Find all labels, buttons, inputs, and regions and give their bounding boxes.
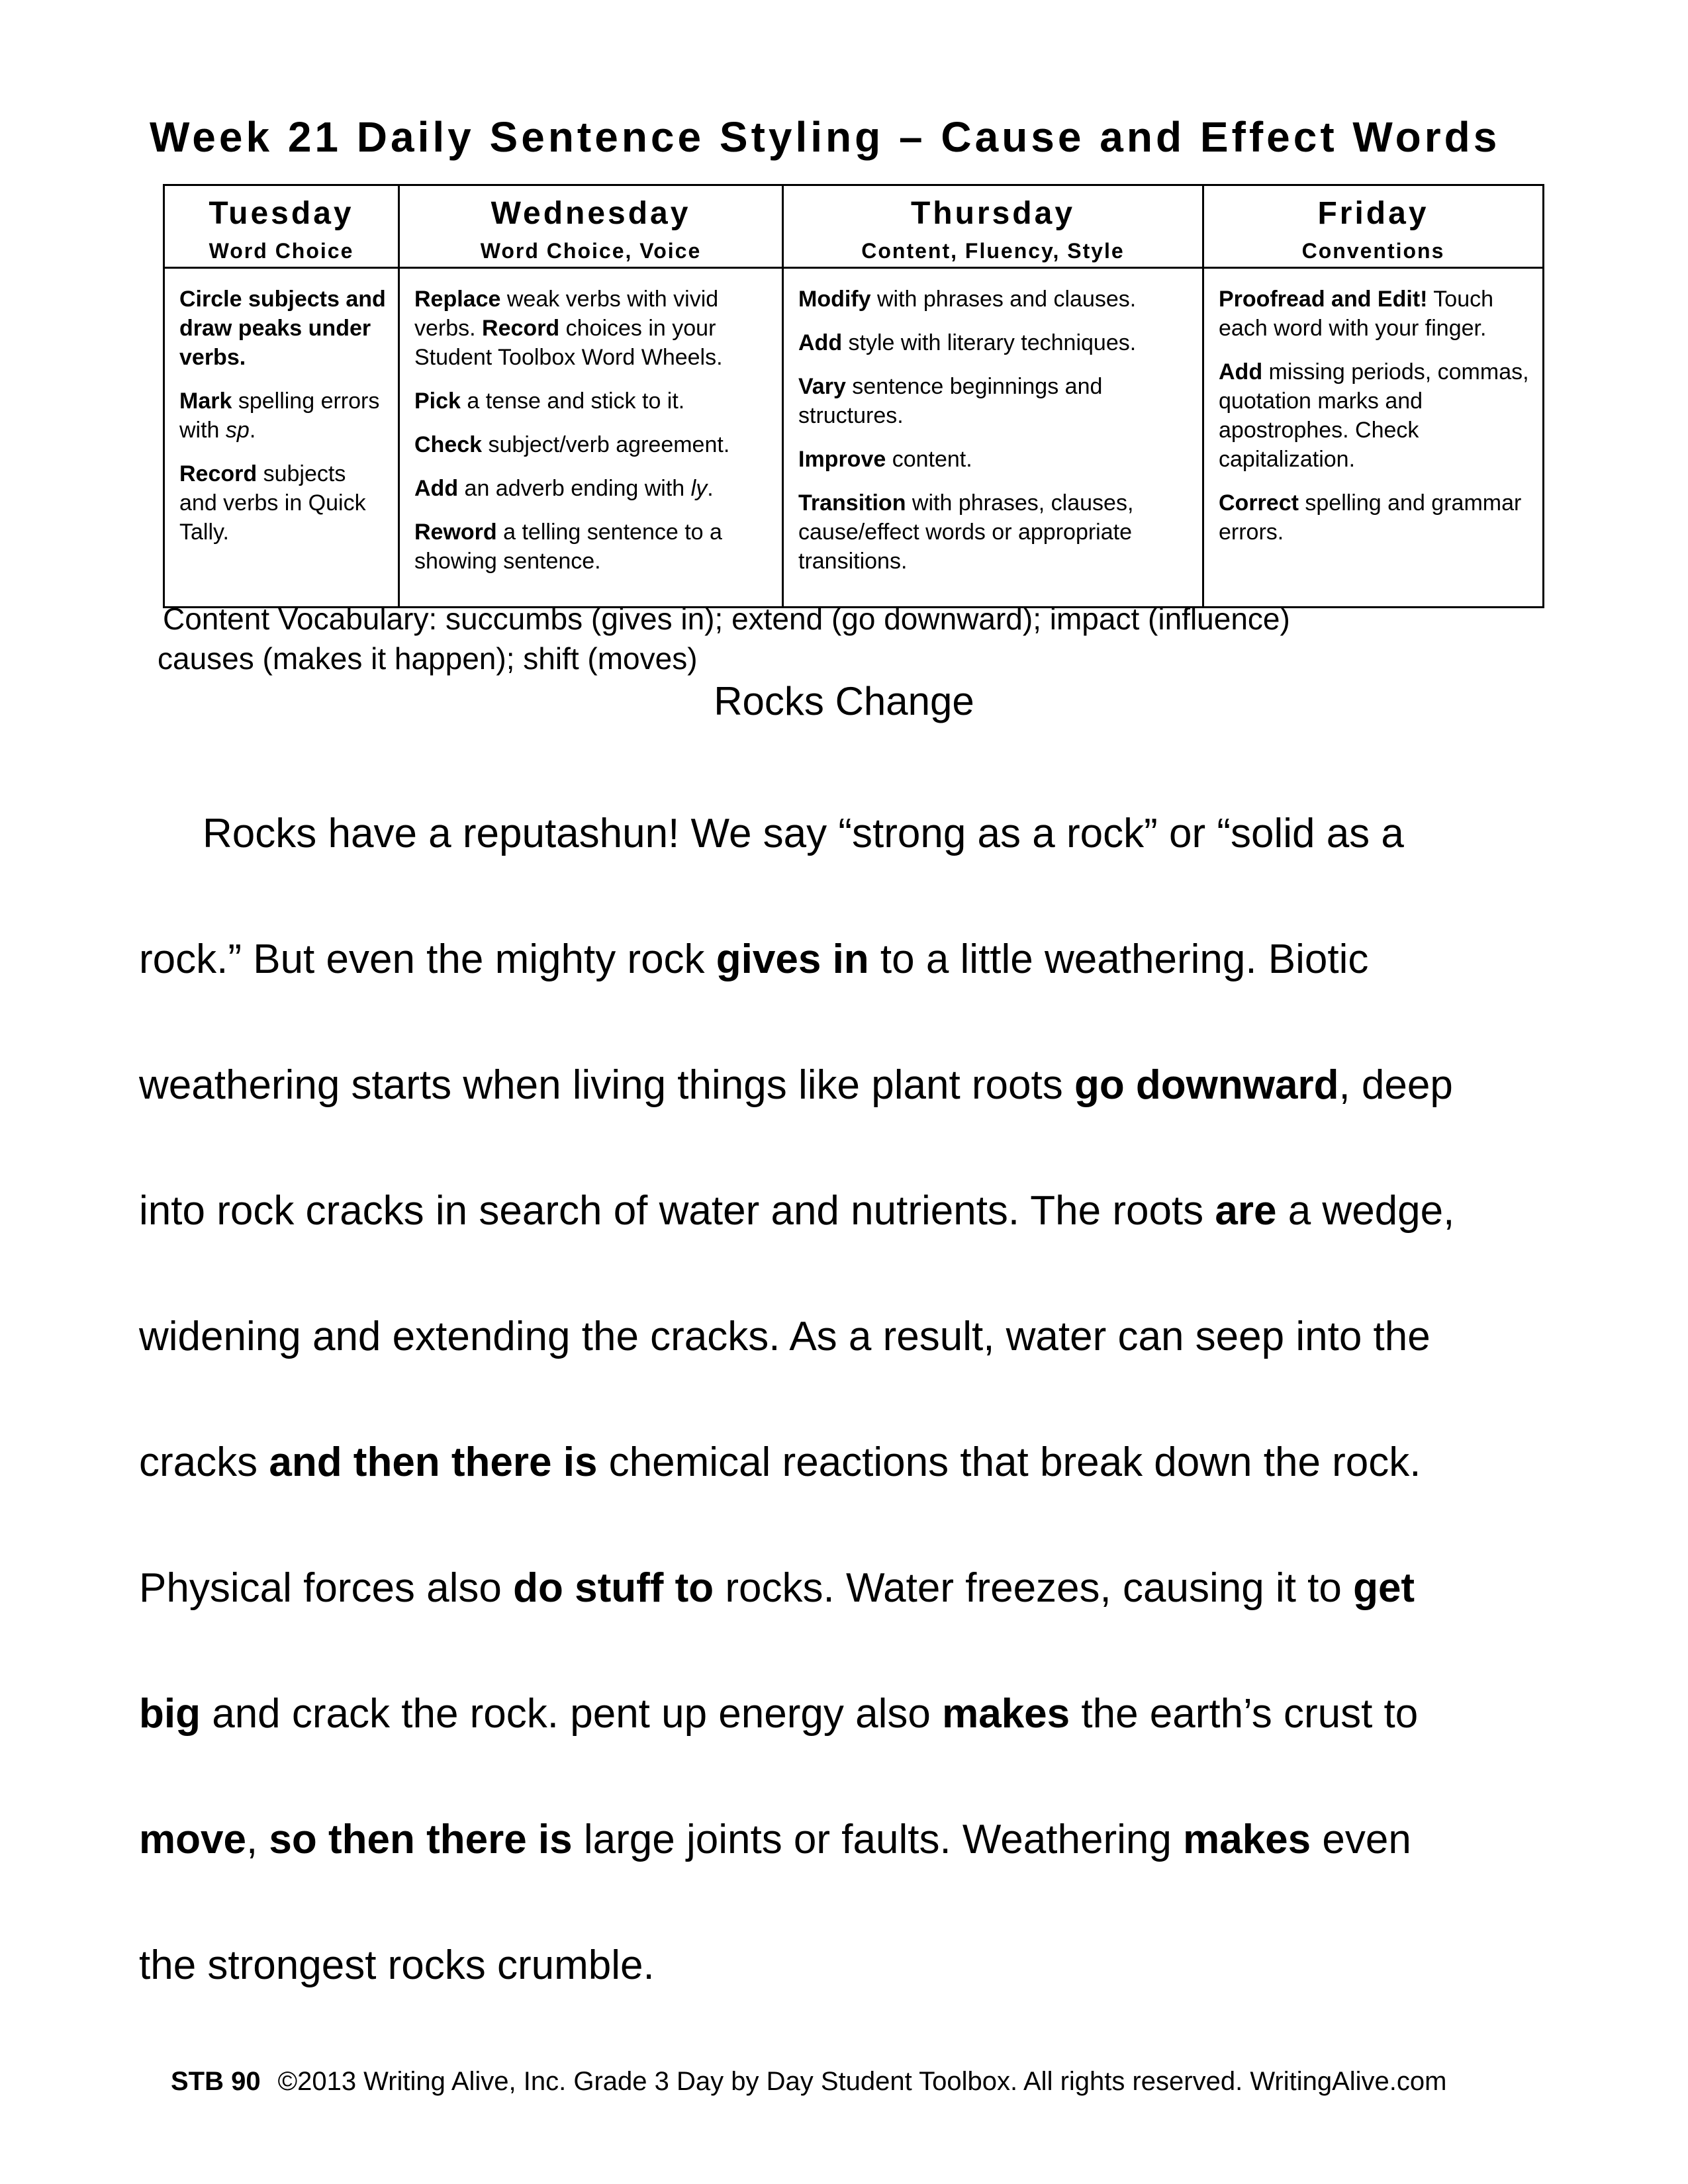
instruction-item: Pick a tense and stick to it. [414,388,685,414]
text-segment: into rock cracks in search of water and nutrients. The roots [139,1188,1215,1234]
bold-phrase: move [139,1817,246,1862]
skill-label: Word Choice, Voice [480,239,702,263]
instruction-item: Replace weak verbs with vivid verbs. Record choices in your Student Toolbox Word Wheels. [414,287,723,370]
vocabulary-line: causes (makes it happen); shift (moves) [158,641,698,676]
worksheet-title: Week 21 Daily Sentence Styling – Cause and Effect Words [150,113,1501,161]
text-segment: even [1311,1817,1411,1862]
text-segment: rock.” But even the mighty rock [139,936,716,982]
text-segment: a wedge, [1276,1188,1455,1234]
text-segment: , [246,1817,269,1862]
story-line [139,1433,1562,1559]
copyright-text: ©2013 Writing Alive, Inc. Grade 3 Day by Day Student Toolbox. All rights reserved. WritingAlive.com [277,2067,1447,2096]
bold-phrase: are [1215,1188,1277,1234]
instruction-item: Check subject/verb agreement. [414,432,730,457]
header-thursday [783,185,1203,268]
bold-phrase: get [1353,1565,1415,1611]
story-line [139,1936,1562,2062]
page-footer [171,2065,1561,2098]
bold-phrase: makes [942,1691,1070,1737]
header-wednesday [399,185,783,268]
day-name: Wednesday [491,196,691,231]
instruction-item: Record subjects and verbs in Quick Tally. [179,461,366,545]
text-segment: and crack the rock. pent up energy also [200,1691,943,1737]
day-name: Thursday [910,196,1076,231]
text-segment: , deep [1338,1062,1453,1108]
text-segment: the strongest rocks crumble. [139,1942,655,1988]
story-line [139,1307,1562,1433]
story-line [139,1056,1562,1181]
instruction-item: Modify with phrases and clauses. [798,287,1137,312]
tuesday-instructions [164,268,399,608]
instruction-item: Transition with phrases, clauses, cause/effect words or appropriate transitions. [798,490,1134,574]
story-line [139,1810,1562,1936]
instruction-item: Vary sentence beginnings and structures. [798,374,1103,428]
table-body-row [164,268,1544,608]
text-segment: rocks. Water freezes, causing it to [714,1565,1354,1611]
wednesday-instructions [399,268,783,608]
header-tuesday [164,185,399,268]
text-segment: to a little weathering. Biotic [868,936,1369,982]
bold-phrase: gives in [716,936,869,982]
page-code: STB 90 [171,2067,261,2096]
story-line [139,1181,1562,1307]
text-segment: the earth’s crust to [1070,1691,1419,1737]
text-segment: Physical forces also [139,1565,514,1611]
text-segment: cracks [139,1439,269,1485]
instruction-item: Proofread and Edit! Touch each word with your finger. [1219,287,1494,341]
daily-skills-table [163,184,1544,608]
bold-phrase: go downward [1074,1062,1339,1108]
story-line [139,930,1562,1056]
instruction-item: Add style with literary techniques. [798,330,1137,355]
skill-label: Content, Fluency, Style [861,239,1125,263]
table-header-row [164,185,1544,268]
bold-phrase: and then there is [269,1439,598,1485]
story-paragraph [139,804,1562,2062]
instruction-item: Add missing periods, commas, quotation marks and apostrophes. Check capitalization. [1219,359,1529,472]
skill-label: Conventions [1301,239,1445,263]
skill-label: Word Choice [209,239,354,263]
bold-phrase: makes [1183,1817,1311,1862]
text-segment: widening and extending the cracks. As a result, water can seep into the [139,1314,1430,1359]
text-segment: weathering starts when living things like plant roots [139,1062,1074,1108]
story-line [139,804,1562,930]
instruction-item: Correct spelling and grammar errors. [1219,490,1522,545]
bold-phrase: so then there is [269,1817,573,1862]
bold-phrase: big [139,1691,201,1737]
thursday-instructions [783,268,1203,608]
text-segment: large joints or faults. Weathering [572,1817,1184,1862]
instruction-item: Reword a telling sentence to a showing sentence. [414,520,722,574]
instruction-item: Mark spelling errors with sp. [179,388,380,443]
instruction-item: Add an adverb ending with ly. [414,476,714,501]
content-vocabulary [158,599,1566,678]
vocabulary-line: Content Vocabulary: succumbs (gives in); extend (go downward); impact (influence) [163,602,1290,636]
text-segment: Rocks have a reputashun! We say “strong as a rock” or “solid as a [203,811,1404,856]
instruction-item: Circle subjects and draw peaks under verbs. [179,287,386,370]
text-segment: chemical reactions that break down the rock. [597,1439,1421,1485]
story-line [139,1559,1562,1684]
header-friday [1203,185,1544,268]
friday-instructions [1203,268,1544,608]
instruction-item: Improve content. [798,447,972,472]
day-name: Tuesday [209,196,354,231]
story-line [139,1684,1562,1810]
day-name: Friday [1317,196,1429,231]
bold-phrase: do stuff to [513,1565,714,1611]
story-title: Rocks Change [714,679,974,723]
